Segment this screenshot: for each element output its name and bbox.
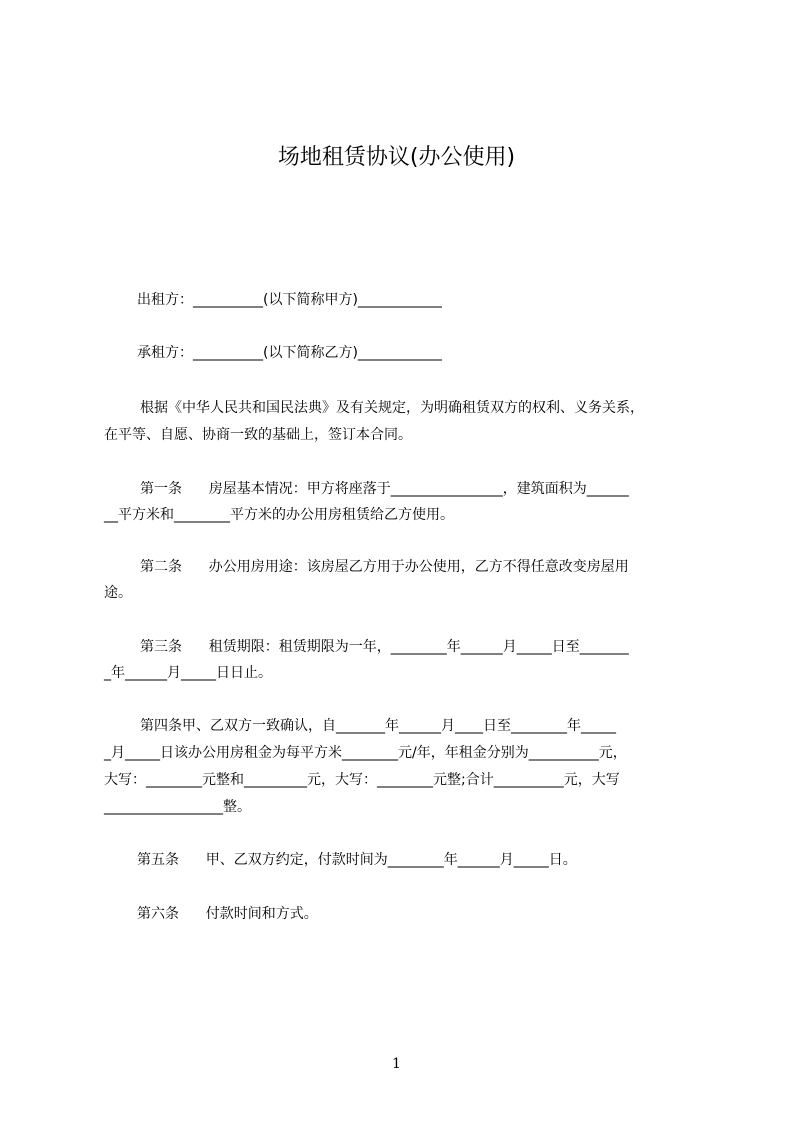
lessee-line: 承租方：__________(以下简称乙方)____________ [137, 345, 442, 361]
document-title: 场地租赁协议(办公使用) [277, 145, 516, 170]
article3-line-1: 第三条 租赁期限：租赁期限为一年，________年______月_____日至_______ [140, 639, 629, 655]
preamble-line-2: 在平等、自愿、协商一致的基础上，签订本合同。 [104, 427, 412, 443]
article4-line-1: 第四条甲、乙双方一致确认，自_______年______月____日至________年_____ [140, 718, 616, 734]
article4-line-2: _月_____日该办公用房租金为每平方米________元/年，年租金分别为__________元， [104, 745, 627, 761]
article3-line-2: _年______月_____日日止。 [104, 665, 272, 681]
article6-line: 第六条 付款时间和方式。 [137, 906, 318, 922]
article4-line-3: 大写：________元整和_________元，大写：________元整;合计__________元，大写 [104, 772, 620, 788]
article2-line-2: 途。 [104, 585, 132, 601]
article1-line-1: 第一条 房屋基本情况：甲方将座落于________________，建筑面积为______ [140, 481, 629, 497]
article2-line-1: 第二条 办公用房用途：该房屋乙方用于办公使用，乙方不得任意改变房屋用 [140, 559, 629, 575]
lessor-line: 出租方：__________(以下简称甲方)____________ [137, 292, 442, 308]
article5-line: 第五条 甲、乙双方约定，付款时间为________年______月_____日。 [137, 852, 577, 868]
article1-line-2: __平方米和________平方米的办公用房租赁给乙方使用。 [104, 507, 454, 523]
page-number: 1 [392, 1056, 401, 1072]
preamble-line-1: 根据《中华人民共和国民法典》及有关规定，为明确租赁双方的权利、义务关系， [140, 400, 644, 416]
article4-line-4: _________________整。 [104, 799, 251, 815]
